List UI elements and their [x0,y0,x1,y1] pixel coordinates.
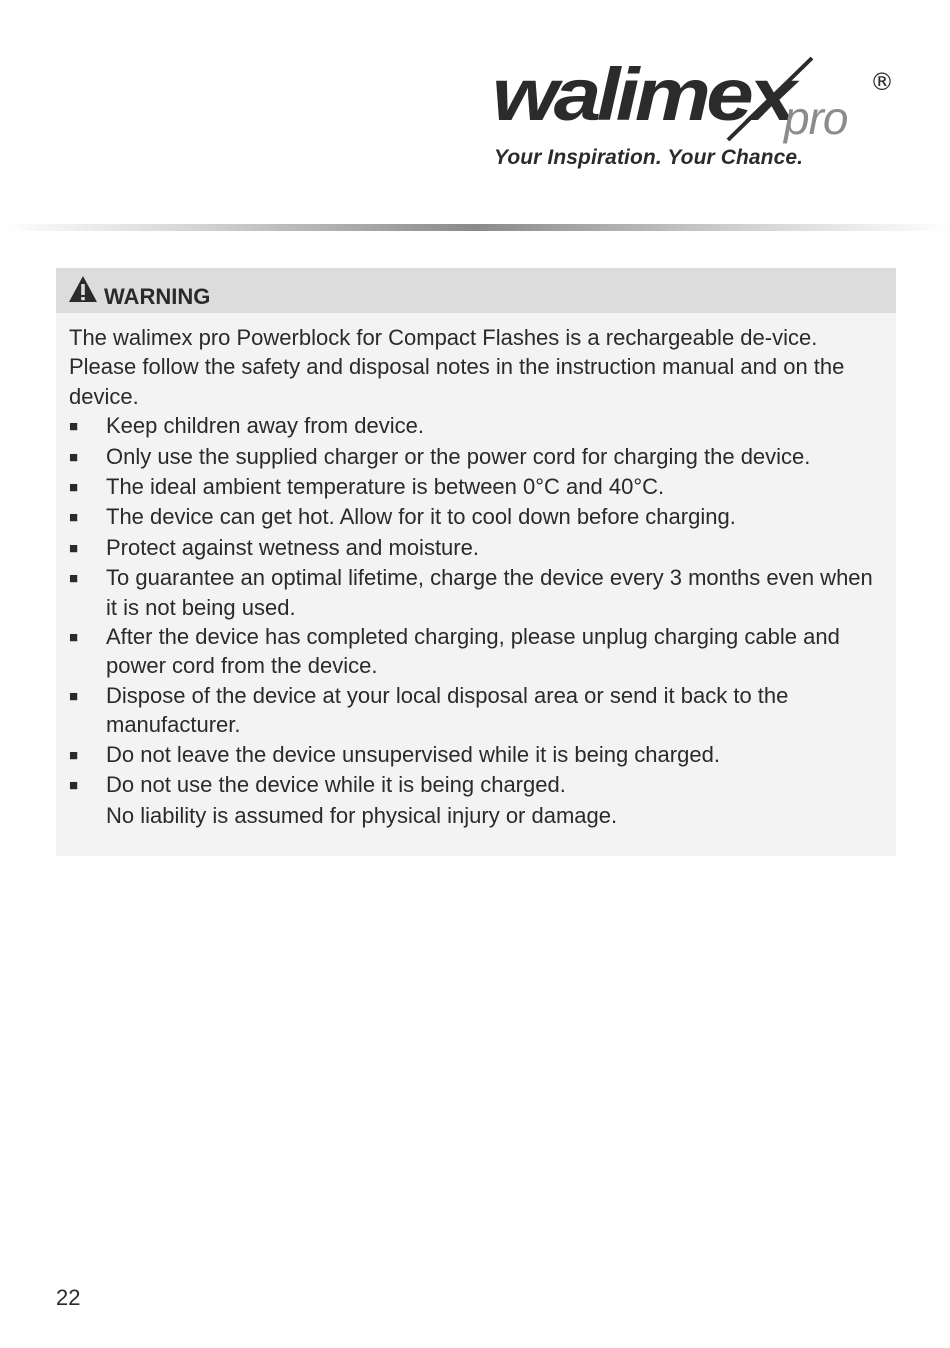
list-item-text: Only use the supplied charger or the power cord for charging the device. [106,443,811,469]
bullet-icon: ■ [69,448,79,466]
tagline: Your Inspiration. Your Chance. [494,146,804,169]
list-item [69,563,876,622]
list-item-text: Keep children away from device. [106,413,424,439]
list-item [69,622,876,681]
list-item [69,472,876,502]
list-item [69,770,876,800]
list-item-text: Dispose of the device at your local disposal area or send it back to the manufacturer. [106,682,789,738]
liability-note: No liability is assumed for physical injury or damage. [106,802,618,828]
bullet-icon: ■ [69,746,79,764]
registered-mark: ® [870,68,894,96]
list-item [69,502,876,532]
list-item-text: Do not use the device while it is being charged. [106,772,566,798]
bullet-icon: ■ [69,479,79,497]
logo-wordmark: walimex [492,53,800,136]
logo-suffix: pro [784,92,848,144]
warning-intro: The walimex pro Powerblock for Compact Flashes is a rechargeable de-vice. Please follow the safety and disposal notes in the instruction manual and on the device. [69,325,845,409]
warning-box [56,268,896,856]
bullet-icon: ■ [69,509,79,527]
walimex-pro-logo [490,52,900,147]
list-item [69,442,876,472]
list-item [69,411,876,441]
bullet-icon: ■ [69,629,79,647]
list-item-text: After the device has completed charging, please unplug charging cable and power cord from the device. [106,624,840,679]
warning-header [56,268,896,313]
list-item [69,740,876,770]
list-item-text: To guarantee an optimal lifetime, charge the device every 3 months even when it is not being used. [106,565,873,620]
warning-triangle-icon [68,275,98,303]
list-item-text: Protect against wetness and moisture. [106,534,479,560]
page-number: 22 [56,1285,81,1310]
bullet-icon: ■ [69,418,79,436]
list-item [69,533,876,563]
bullet-icon: ■ [69,777,79,795]
header-divider [0,224,950,231]
list-item-text: The ideal ambient temperature is between 0°C and 40°C. [106,474,665,500]
warning-list [69,411,876,800]
list-item-text: The device can get hot. Allow for it to cool down before charging. [106,504,736,530]
bullet-icon: ■ [69,687,79,705]
warning-title: WARNING [104,283,211,309]
bullet-icon: ■ [69,539,79,557]
warning-body [56,313,896,830]
list-item [69,681,876,740]
list-item-text: Do not leave the device unsupervised while it is being charged. [106,741,720,767]
bullet-icon: ■ [69,570,79,588]
